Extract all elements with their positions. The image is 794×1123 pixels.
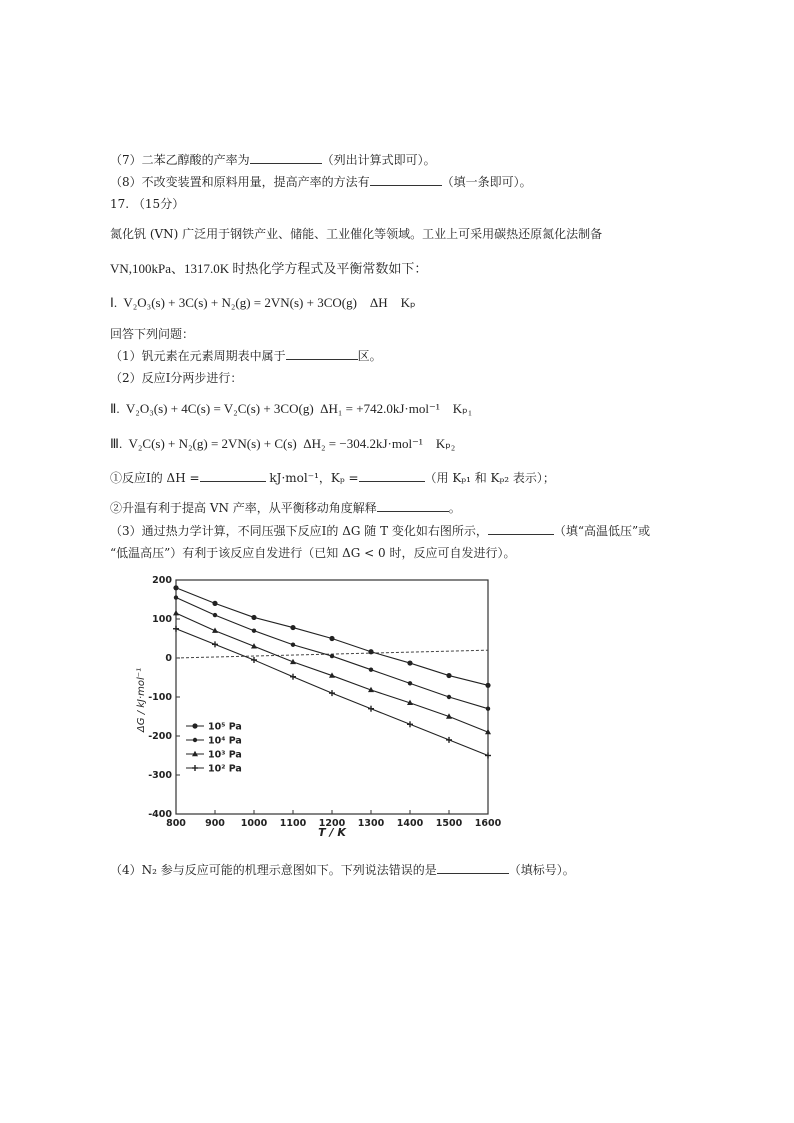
data-point-circle (173, 585, 178, 590)
legend-label: 10⁴ Pa (208, 735, 242, 747)
intro-line-1: 氮化钒 (VN) 广泛用于钢铁产业、储能、工业催化等领域。工业上可采用碳热还原氮化法制备 (110, 227, 603, 241)
sub2-suffix: 。 (448, 501, 461, 515)
x-tick-label: 1100 (279, 818, 307, 829)
sub1-kp-blank[interactable] (359, 470, 425, 482)
data-point-circle (329, 636, 334, 641)
sub1-part-b: kJ·mol⁻¹，Kₚ = (269, 471, 359, 485)
reaction-1 (110, 295, 416, 311)
data-point-dot (369, 668, 373, 672)
reaction-2-dh: ΔH₁ = +742.0kJ·mol⁻¹ (320, 401, 440, 416)
q1-answer-blank[interactable] (286, 348, 358, 360)
sub2-answer-blank[interactable] (377, 500, 449, 512)
q4-suffix: （填标号）。 (508, 863, 575, 877)
data-point-plus (192, 765, 198, 771)
q1-line (110, 348, 382, 364)
sub2-line (110, 500, 461, 516)
data-point-plus (251, 657, 257, 663)
legend-label: 10³ Pa (208, 749, 242, 761)
delta-g-chart (132, 568, 512, 838)
q1-suffix: 区。 (357, 349, 382, 363)
data-point-dot (330, 654, 334, 658)
axis-ticks (148, 575, 501, 829)
data-point-plus (407, 721, 413, 727)
q8-line (110, 174, 532, 190)
data-point-circle (212, 601, 217, 606)
q1-prefix: （1）钒元素在元素周期表中属于 (110, 349, 286, 363)
data-point-circle (290, 625, 295, 630)
q17-header (110, 196, 184, 212)
reaction-1-equation: V₂O₃(s) + 3C(s) + N₂(g) = 2VN(s) + 3CO(g) (123, 295, 357, 310)
sub2-prefix: ②升温有利于提高 VN 产率，从平衡移动角度解释 (110, 501, 377, 515)
q8-suffix: （填一条即可）。 (441, 175, 532, 189)
data-point-plus (290, 674, 296, 680)
data-point-circle (251, 615, 256, 620)
q7-answer-blank[interactable] (250, 152, 322, 164)
x-tick-label: 900 (205, 818, 225, 829)
x-tick-label: 1600 (474, 818, 502, 829)
reaction-3-dh: ΔH₂ = −304.2kJ·mol⁻¹ (303, 436, 423, 451)
q7-prefix: （7）二苯乙醇酸的产率为 (110, 153, 250, 167)
y-tick-label: 200 (152, 575, 172, 586)
reaction-2-k: Kₚ₁ (452, 401, 473, 416)
data-point-plus (368, 706, 374, 712)
sub1-line (110, 470, 555, 486)
reaction-3-k: Kₚ₂ (435, 436, 456, 451)
data-point-plus (329, 690, 335, 696)
sub1-part-c: （用 Kₚ₁ 和 Kₚ₂ 表示）； (424, 471, 555, 485)
legend-label: 10² Pa (208, 763, 242, 775)
reaction-2-equation: V₂O₃(s) + 4C(s) = V₂C(s) + 3CO(g) (125, 401, 314, 416)
sub1-dh-blank[interactable] (200, 470, 266, 482)
q3-line-1 (110, 523, 650, 539)
x-tick-label: 800 (166, 818, 186, 829)
y-tick-label: -200 (148, 731, 172, 742)
data-point-dot (174, 595, 178, 599)
data-point-plus (485, 753, 491, 759)
data-point-dot (193, 738, 197, 742)
data-point-circle (446, 673, 451, 678)
x-tick-label: 1400 (396, 818, 424, 829)
q7-line (110, 152, 436, 168)
x-tick-label: 1000 (240, 818, 268, 829)
q4-answer-blank[interactable] (437, 862, 509, 874)
y-tick-label: -100 (148, 692, 172, 703)
reaction-3 (110, 436, 455, 452)
reaction-2-label: Ⅱ. (110, 401, 120, 416)
q17-number: 17. (110, 197, 130, 211)
reaction-1-dh: ΔH (369, 295, 388, 310)
x-axis-label: T / K (318, 826, 346, 838)
q4-prefix: （4）N₂ 参与反应可能的机理示意图如下。下列说法错误的是 (110, 863, 437, 877)
reaction-3-equation: V₂C(s) + N₂(g) = 2VN(s) + C(s) (128, 436, 297, 451)
data-point-circle (192, 723, 197, 728)
data-point-dot (447, 695, 451, 699)
x-tick-label: 1500 (435, 818, 463, 829)
series-markers (173, 585, 491, 758)
data-point-dot (213, 613, 217, 617)
data-point-plus (173, 626, 179, 632)
legend (186, 722, 242, 775)
y-tick-label: -300 (148, 770, 172, 781)
data-point-circle (407, 660, 412, 665)
data-point-dot (291, 643, 295, 647)
y-tick-label: 100 (152, 614, 172, 625)
data-point-plus (446, 737, 452, 743)
data-point-dot (252, 629, 256, 633)
x-tick-label: 1300 (357, 818, 385, 829)
q3-line-2: “低温高压”）有利于该反应自发进行（已知 ΔG < 0 时，反应可自发进行）。 (110, 546, 516, 560)
data-point-circle (368, 649, 373, 654)
data-point-dot (408, 681, 412, 685)
q17-points: （15分） (132, 197, 185, 211)
q8-prefix: （8）不改变装置和原料用量，提高产率的方法有 (110, 175, 370, 189)
data-point-plus (212, 641, 218, 647)
q3-line-1-suffix: （填“高温低压”或 (553, 524, 651, 538)
intro-line-2: VN,100kPa、1317.0K 时热化学方程式及平衡常数如下： (110, 261, 428, 276)
y-tick-label: 0 (165, 653, 172, 664)
reaction-3-label: Ⅲ. (110, 436, 123, 451)
data-point-triangle (173, 610, 179, 615)
reaction-1-label: Ⅰ. (110, 295, 118, 310)
q8-answer-blank[interactable] (370, 174, 442, 186)
legend-label: 10⁵ Pa (208, 721, 242, 733)
reaction-1-k: Kₚ (400, 295, 416, 310)
q4-line (110, 862, 575, 878)
sub1-part-a: ①反应Ⅰ的 ΔH = (110, 471, 200, 485)
q7-suffix: （列出计算式即可）。 (321, 153, 436, 167)
q3-answer-blank[interactable] (488, 523, 554, 535)
q2-line: （2）反应Ⅰ分两步进行： (110, 371, 243, 385)
x-tick-label: 1200 (318, 818, 346, 829)
plot-frame (176, 580, 488, 814)
answer-prompt: 回答下列问题： (110, 327, 195, 341)
y-axis-label: ΔG / kJ·mol⁻¹ (136, 667, 147, 733)
data-point-circle (485, 683, 490, 688)
y-tick-label: -400 (148, 809, 172, 820)
q3-line-1-prefix: （3）通过热力学计算，不同压强下反应Ⅰ的 ΔG 随 T 变化如右图所示， (110, 524, 488, 538)
data-point-dot (486, 707, 490, 711)
reaction-2 (110, 401, 472, 417)
